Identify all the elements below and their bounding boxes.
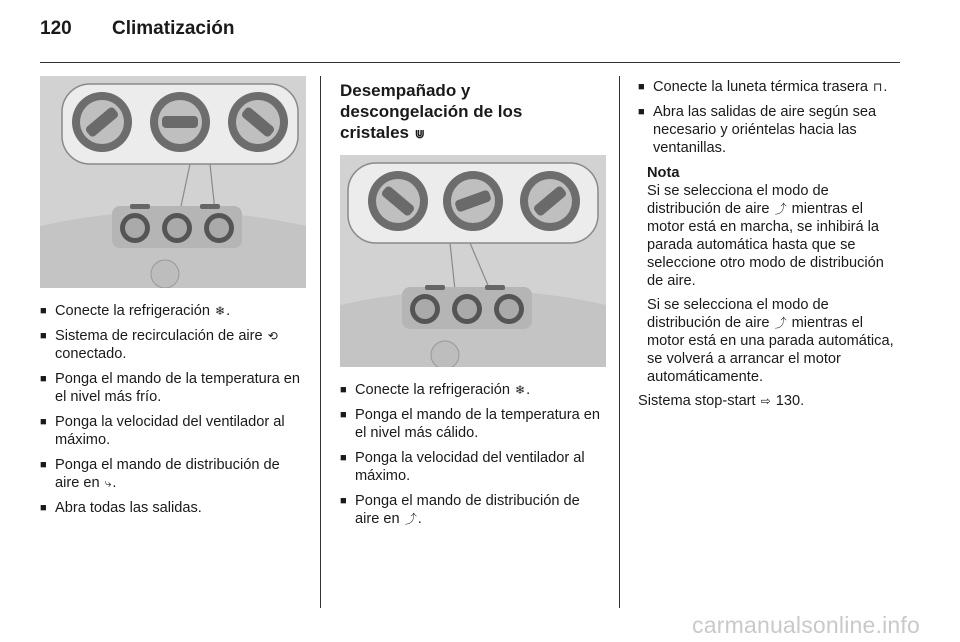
list-item: ■ Ponga la velocidad del ventilador al máximo. xyxy=(40,414,285,448)
note-box xyxy=(647,164,902,386)
cooling-steps-list xyxy=(40,302,306,517)
page-header xyxy=(40,18,234,40)
rear-window-heating-icon: ⊓ xyxy=(873,80,883,94)
list-item: ■ Ponga el mando de la temperatura en el nivel más frío. xyxy=(40,371,301,405)
snowflake-icon: ❄ xyxy=(515,383,526,397)
column-divider xyxy=(320,76,321,608)
list-item: ■ Ponga el mando de distribución de aire en ⤴. xyxy=(340,493,580,527)
windscreen-defrost-icon: ⋓ xyxy=(414,127,425,141)
climate-control-illustration xyxy=(40,76,306,288)
defrost-distribution-icon: ⤴ xyxy=(774,202,787,216)
list-item: ■ Conecte la refrigeración ❄. xyxy=(40,303,231,319)
list-item: ■ Conecte la luneta térmica trasera ⊓. xyxy=(638,79,888,95)
column-divider xyxy=(619,76,620,608)
defrost-steps-list xyxy=(340,381,606,528)
dashboard-knobs-drawing xyxy=(340,155,606,367)
list-item: ■ Ponga el mando de la temperatura en el nivel más cálido. xyxy=(340,407,601,441)
list-item: ■ Ponga el mando de distribución de aire en ⤷. xyxy=(40,457,280,491)
list-item: ■ Ponga la velocidad del ventilador al máximo. xyxy=(340,450,585,484)
list-item: ■ Abra las salidas de aire según sea necesario y oriéntelas hacia las ventanillas. xyxy=(638,104,877,156)
column-2 xyxy=(340,76,606,535)
column-1 xyxy=(40,76,306,524)
recirculation-icon: ⟲ xyxy=(267,329,278,343)
list-item: ■ Sistema de recirculación de aire ⟲ conectado. xyxy=(40,328,278,362)
air-distribution-icon: ⤷ xyxy=(104,476,112,490)
header-rule xyxy=(40,62,900,63)
note-heading: Nota xyxy=(647,165,680,181)
defrost-distribution-icon: ⤴ xyxy=(404,512,417,526)
defrost-steps-continued-list xyxy=(638,78,902,157)
section-title: Desempañado y descongelación de los cristales ⋓ xyxy=(340,80,606,145)
column-3 xyxy=(638,76,902,410)
snowflake-icon: ❄ xyxy=(215,304,226,318)
dashboard-knobs-drawing xyxy=(40,76,306,288)
page-title: Climatización xyxy=(112,18,235,39)
cross-reference-link[interactable]: Sistema stop-start ⇨ 130. xyxy=(638,393,805,409)
defrost-distribution-icon: ⤴ xyxy=(774,316,787,330)
note-paragraph: Si se selecciona el modo de distribución de aire ⤴ mientras el motor está en marcha, se inhibirá la parada automática hasta que se seleccione otro modo de distribución de aire. xyxy=(647,183,884,289)
list-item: ■ Abra todas las salidas. xyxy=(40,500,202,516)
climate-control-illustration xyxy=(340,155,606,367)
list-item: ■ Conecte la refrigeración ❄. xyxy=(340,382,531,398)
arrow-right-icon: ⇨ xyxy=(760,394,771,408)
watermark: carmanualsonline.info xyxy=(692,612,920,638)
page-number: 120 xyxy=(40,18,72,39)
note-paragraph: Si se selecciona el modo de distribución de aire ⤴ mientras el motor está en una parada automática, se volverá a arrancar el motor automáticamente. xyxy=(647,297,894,385)
